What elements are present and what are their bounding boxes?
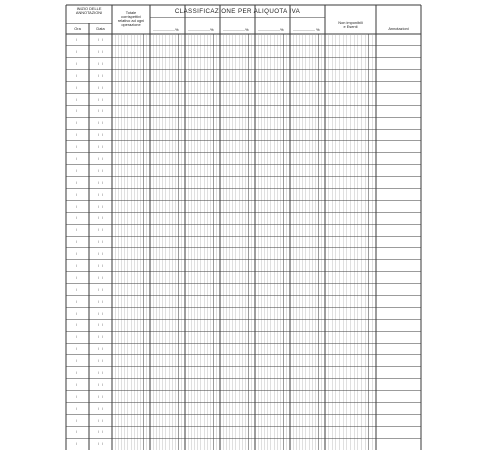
row-ora-slash: / xyxy=(76,323,77,328)
row-data-slash: / xyxy=(98,406,99,411)
row-data-slash: / xyxy=(102,287,103,292)
row-data-slash: / xyxy=(98,157,99,162)
row-data-slash: / xyxy=(98,145,99,150)
row-data-slash: / xyxy=(102,145,103,150)
row-data-slash: / xyxy=(102,168,103,173)
row-data-slash: / xyxy=(102,275,103,280)
row-data-slash: / xyxy=(102,133,103,138)
row-ora-slash: / xyxy=(76,359,77,364)
row-data-slash: / xyxy=(102,442,103,447)
header-classificazione: CLASSIFICAZIONE PER ALIQUOTA IVA xyxy=(174,8,301,15)
row-data-slash: / xyxy=(98,73,99,78)
header-data: Data xyxy=(96,26,105,31)
row-data-slash: / xyxy=(98,311,99,316)
row-data-slash: / xyxy=(98,85,99,90)
row-data-slash: / xyxy=(98,192,99,197)
row-data-slash: / xyxy=(102,263,103,268)
row-data-slash: / xyxy=(102,50,103,55)
row-data-slash: / xyxy=(102,323,103,328)
row-data-slash: / xyxy=(102,97,103,102)
row-data-slash: / xyxy=(98,168,99,173)
row-data-slash: / xyxy=(102,252,103,257)
row-data-slash: / xyxy=(102,382,103,387)
row-ora-slash: / xyxy=(76,370,77,375)
row-data-slash: / xyxy=(98,263,99,268)
row-ora-slash: / xyxy=(76,263,77,268)
row-data-slash: / xyxy=(102,204,103,209)
row-data-slash: / xyxy=(98,430,99,435)
row-data-slash: / xyxy=(102,121,103,126)
row-ora-slash: / xyxy=(76,121,77,126)
header-totale-line1: Totale xyxy=(125,10,137,15)
row-ora-slash: / xyxy=(76,61,77,66)
row-ora-slash: / xyxy=(76,418,77,423)
row-data-slash: / xyxy=(98,240,99,245)
row-data-slash: / xyxy=(98,442,99,447)
row-data-slash: / xyxy=(102,240,103,245)
header-inizio-line2: ANNOTAZIONI xyxy=(75,10,103,16)
row-data-slash: / xyxy=(98,299,99,304)
aliquota-1-percent: % xyxy=(175,27,179,32)
aliquota-3-percent: % xyxy=(245,27,249,32)
row-data-slash: / xyxy=(102,359,103,364)
row-data-slash: / xyxy=(102,109,103,114)
aliquota-5-percent: % xyxy=(316,27,320,32)
row-data-slash: / xyxy=(98,382,99,387)
row-data-slash: / xyxy=(98,38,99,43)
row-data-slash: / xyxy=(102,228,103,233)
row-data-slash: / xyxy=(98,347,99,352)
row-data-slash: / xyxy=(98,228,99,233)
row-data-slash: / xyxy=(98,287,99,292)
row-data-slash: / xyxy=(102,347,103,352)
header-non-imponibili xyxy=(325,21,376,29)
row-data-slash: / xyxy=(98,97,99,102)
header-annotazioni: Annotazioni xyxy=(388,26,409,31)
row-data-slash: / xyxy=(102,73,103,78)
row-data-slash: / xyxy=(98,359,99,364)
aliquota-4-percent: % xyxy=(280,27,284,32)
header-ora: Ora xyxy=(74,26,81,31)
header-totale-corrispettivi xyxy=(112,11,150,27)
row-data-slash: / xyxy=(102,38,103,43)
row-data-slash: / xyxy=(98,335,99,340)
row-ora-slash: / xyxy=(76,406,77,411)
row-ora-slash: / xyxy=(76,180,77,185)
header-non-imponibili-line2: e Esenti xyxy=(343,24,358,30)
row-data-slash: / xyxy=(102,61,103,66)
header-totale-line2: corrispettivi xyxy=(121,14,141,20)
header-inizio-annotazioni xyxy=(66,7,112,15)
row-data-slash: / xyxy=(98,180,99,185)
row-ora-slash: / xyxy=(76,109,77,114)
row-data-slash: / xyxy=(98,275,99,280)
row-data-slash: / xyxy=(98,204,99,209)
header-non-imponibili-line1: Non imponibili xyxy=(338,20,363,25)
row-data-slash: / xyxy=(102,157,103,162)
row-data-slash: / xyxy=(102,216,103,221)
row-ora-slash: / xyxy=(76,204,77,209)
row-ora-slash: / xyxy=(76,133,77,138)
row-ora-slash: / xyxy=(76,287,77,292)
row-ora-slash: / xyxy=(76,168,77,173)
row-data-slash: / xyxy=(98,370,99,375)
row-ora-slash: / xyxy=(76,299,77,304)
row-ora-slash: / xyxy=(76,97,77,102)
row-ora-slash: / xyxy=(76,240,77,245)
row-data-slash: / xyxy=(98,50,99,55)
row-data-slash: / xyxy=(98,418,99,423)
row-data-slash: / xyxy=(102,180,103,185)
row-ora-slash: / xyxy=(76,216,77,221)
row-data-slash: / xyxy=(102,418,103,423)
header-totale-line4: operazione xyxy=(121,22,141,28)
row-ora-slash: / xyxy=(76,228,77,233)
row-data-slash: / xyxy=(98,216,99,221)
row-data-slash: / xyxy=(98,252,99,257)
row-data-slash: / xyxy=(102,406,103,411)
row-data-slash: / xyxy=(102,335,103,340)
row-data-slash: / xyxy=(98,133,99,138)
row-data-slash: / xyxy=(102,430,103,435)
row-ora-slash: / xyxy=(76,382,77,387)
row-ora-slash: / xyxy=(76,275,77,280)
row-data-slash: / xyxy=(102,311,103,316)
row-data-slash: / xyxy=(102,370,103,375)
aliquota-2-percent: % xyxy=(210,27,214,32)
row-ora-slash: / xyxy=(76,38,77,43)
row-data-slash: / xyxy=(98,61,99,66)
row-ora-slash: / xyxy=(76,73,77,78)
row-ora-slash: / xyxy=(76,50,77,55)
row-ora-slash: / xyxy=(76,145,77,150)
row-data-slash: / xyxy=(98,323,99,328)
row-ora-slash: / xyxy=(76,311,77,316)
row-ora-slash: / xyxy=(76,430,77,435)
row-ora-slash: / xyxy=(76,85,77,90)
row-data-slash: / xyxy=(102,394,103,399)
row-data-slash: / xyxy=(102,299,103,304)
row-ora-slash: / xyxy=(76,442,77,447)
row-ora-slash: / xyxy=(76,192,77,197)
row-ora-slash: / xyxy=(76,157,77,162)
row-data-slash: / xyxy=(102,85,103,90)
row-data-slash: / xyxy=(102,192,103,197)
row-ora-slash: / xyxy=(76,394,77,399)
row-data-slash: / xyxy=(98,394,99,399)
header-totale-line3: relativo ad ogni xyxy=(117,18,145,24)
row-ora-slash: / xyxy=(76,347,77,352)
row-ora-slash: / xyxy=(76,252,77,257)
row-data-slash: / xyxy=(98,121,99,126)
header-inizio-line1: INIZIO DELLE xyxy=(76,6,102,11)
row-ora-slash: / xyxy=(76,335,77,340)
row-data-slash: / xyxy=(98,109,99,114)
